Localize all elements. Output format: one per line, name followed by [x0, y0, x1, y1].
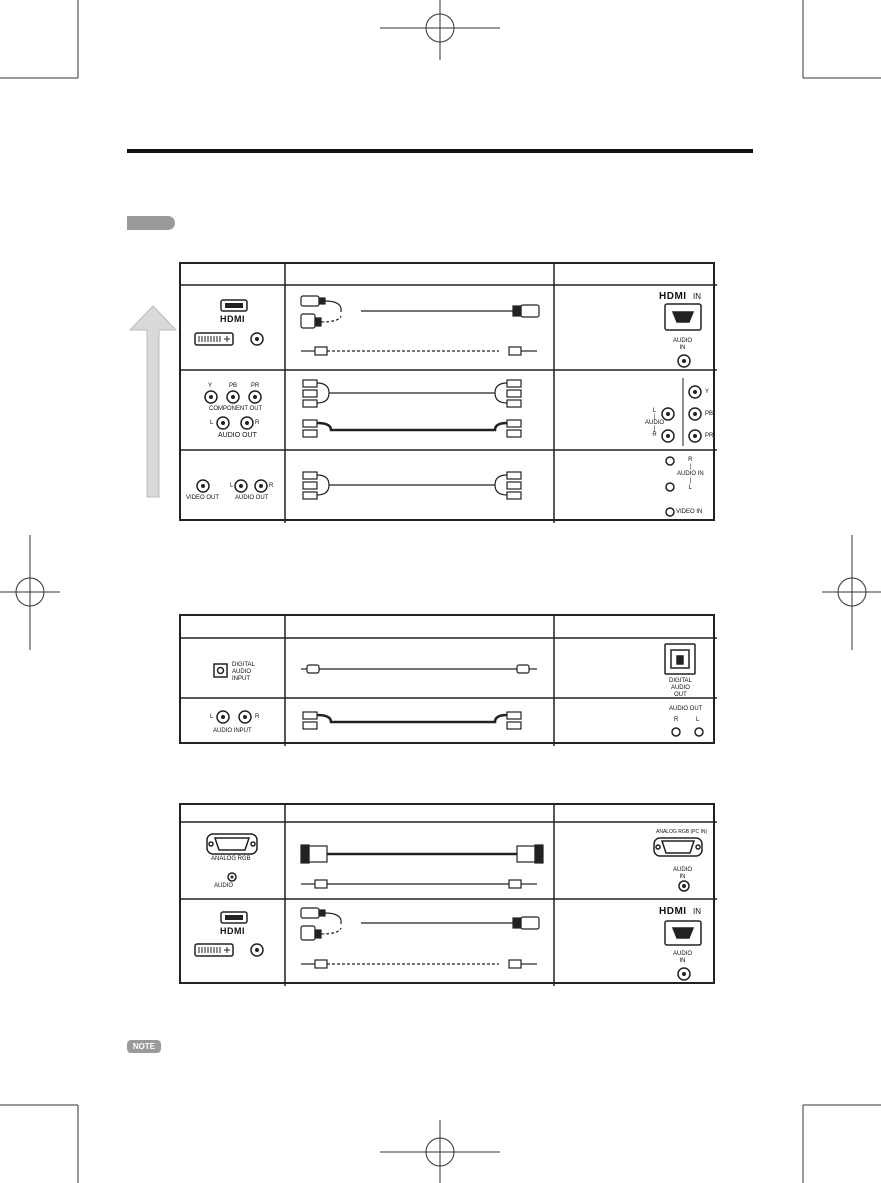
- tv-label-pb: PB: [705, 411, 714, 417]
- cable-component: [303, 380, 521, 437]
- cable-hdmi: [301, 296, 539, 328]
- device-hdmi-port: [221, 300, 247, 311]
- label-r: R: [255, 420, 260, 426]
- av-connection-table: [179, 262, 715, 521]
- label-analog-rgb: ANALOG RGB: [211, 856, 251, 862]
- tv-video-in-label: VIDEO IN: [676, 509, 703, 515]
- device-hdmi-port-2: [221, 912, 247, 923]
- tv-hdmi-in-label-2: IN: [693, 907, 701, 916]
- cable-audio-mini: [301, 347, 537, 355]
- tv-hdmi-logo: HDMI: [659, 291, 687, 302]
- tv-hdmi-in-port: [665, 304, 701, 330]
- cable-audio-mini-2: [301, 880, 537, 888]
- tv-pc-audio-in-label: AUDIO IN: [673, 867, 693, 880]
- cable-vga: [301, 845, 543, 863]
- label-y: Y: [208, 383, 213, 389]
- label-pb: PB: [229, 383, 238, 389]
- tv-label-pr: PR: [705, 433, 714, 439]
- tv-audio-out-label: AUDIO OUT: [669, 706, 703, 712]
- tv-hdmi-logo-2: HDMI: [659, 906, 687, 917]
- tv-analog-rgb-pc-in-label: ANALOG RGB (PC IN): [656, 829, 708, 835]
- cable-audio-mini-3: [301, 960, 537, 968]
- av-table-grid: [181, 264, 717, 523]
- label-r-2: R: [269, 483, 274, 489]
- device-hdmi-logo-2: HDMI: [220, 926, 245, 936]
- tv-vga-in-port: [654, 838, 702, 856]
- audio-connection-table: [179, 614, 715, 744]
- label-audio: AUDIO: [214, 883, 234, 889]
- label-l-2: L: [230, 483, 234, 489]
- label-l-3: L: [210, 714, 214, 720]
- tv-audio-vertical-label: L | AUDIO | R: [645, 408, 665, 438]
- cable-optical: [301, 665, 537, 673]
- cable-composite: [303, 472, 521, 499]
- label-pr: PR: [251, 383, 260, 389]
- label-digital-audio-input: DIGITAL AUDIO INPUT: [232, 662, 255, 682]
- tv-label-l: L: [696, 717, 700, 723]
- audio-table-grid: [181, 616, 717, 746]
- tv-hdmi-in-label: IN: [693, 292, 701, 301]
- tv-audio-in-label-2: AUDIO IN: [673, 951, 693, 964]
- label-audio-out: AUDIO OUT: [218, 432, 257, 439]
- tv-audio-out-jacks: [672, 728, 703, 736]
- tv-hdmi-in-port-2: [665, 921, 701, 945]
- device-optical-port: [214, 664, 227, 677]
- label-audio-out-2: AUDIO OUT: [235, 495, 269, 501]
- tv-audio-in-label: AUDIO IN: [673, 338, 693, 351]
- tv-label-r: R: [674, 717, 679, 723]
- device-hdmi-logo: HDMI: [220, 314, 245, 324]
- device-dvi-port-2: [195, 944, 233, 956]
- tv-audio-in-stack-label: R | AUDIO IN | L: [677, 457, 704, 491]
- cable-audio-rca: [303, 712, 521, 729]
- tv-composite-in-jacks: [666, 457, 674, 516]
- tv-digital-audio-out-label: DIGITAL AUDIO OUT: [669, 678, 692, 698]
- tv-optical-out-port: [665, 644, 695, 674]
- label-component-out: COMPONENT OUT: [209, 406, 263, 412]
- label-video-out: VIDEO OUT: [186, 495, 220, 501]
- label-l: L: [210, 420, 214, 426]
- device-dvi-port: [195, 333, 233, 345]
- cable-hdmi-2: [301, 908, 539, 940]
- pc-connection-table: [179, 803, 715, 984]
- label-r-3: R: [255, 714, 260, 720]
- label-audio-input: AUDIO INPUT: [213, 728, 252, 734]
- device-vga-port: [207, 834, 257, 854]
- tv-label-y: Y: [705, 389, 710, 395]
- pc-table-grid: [181, 805, 717, 986]
- note-badge: NOTE: [127, 1040, 161, 1053]
